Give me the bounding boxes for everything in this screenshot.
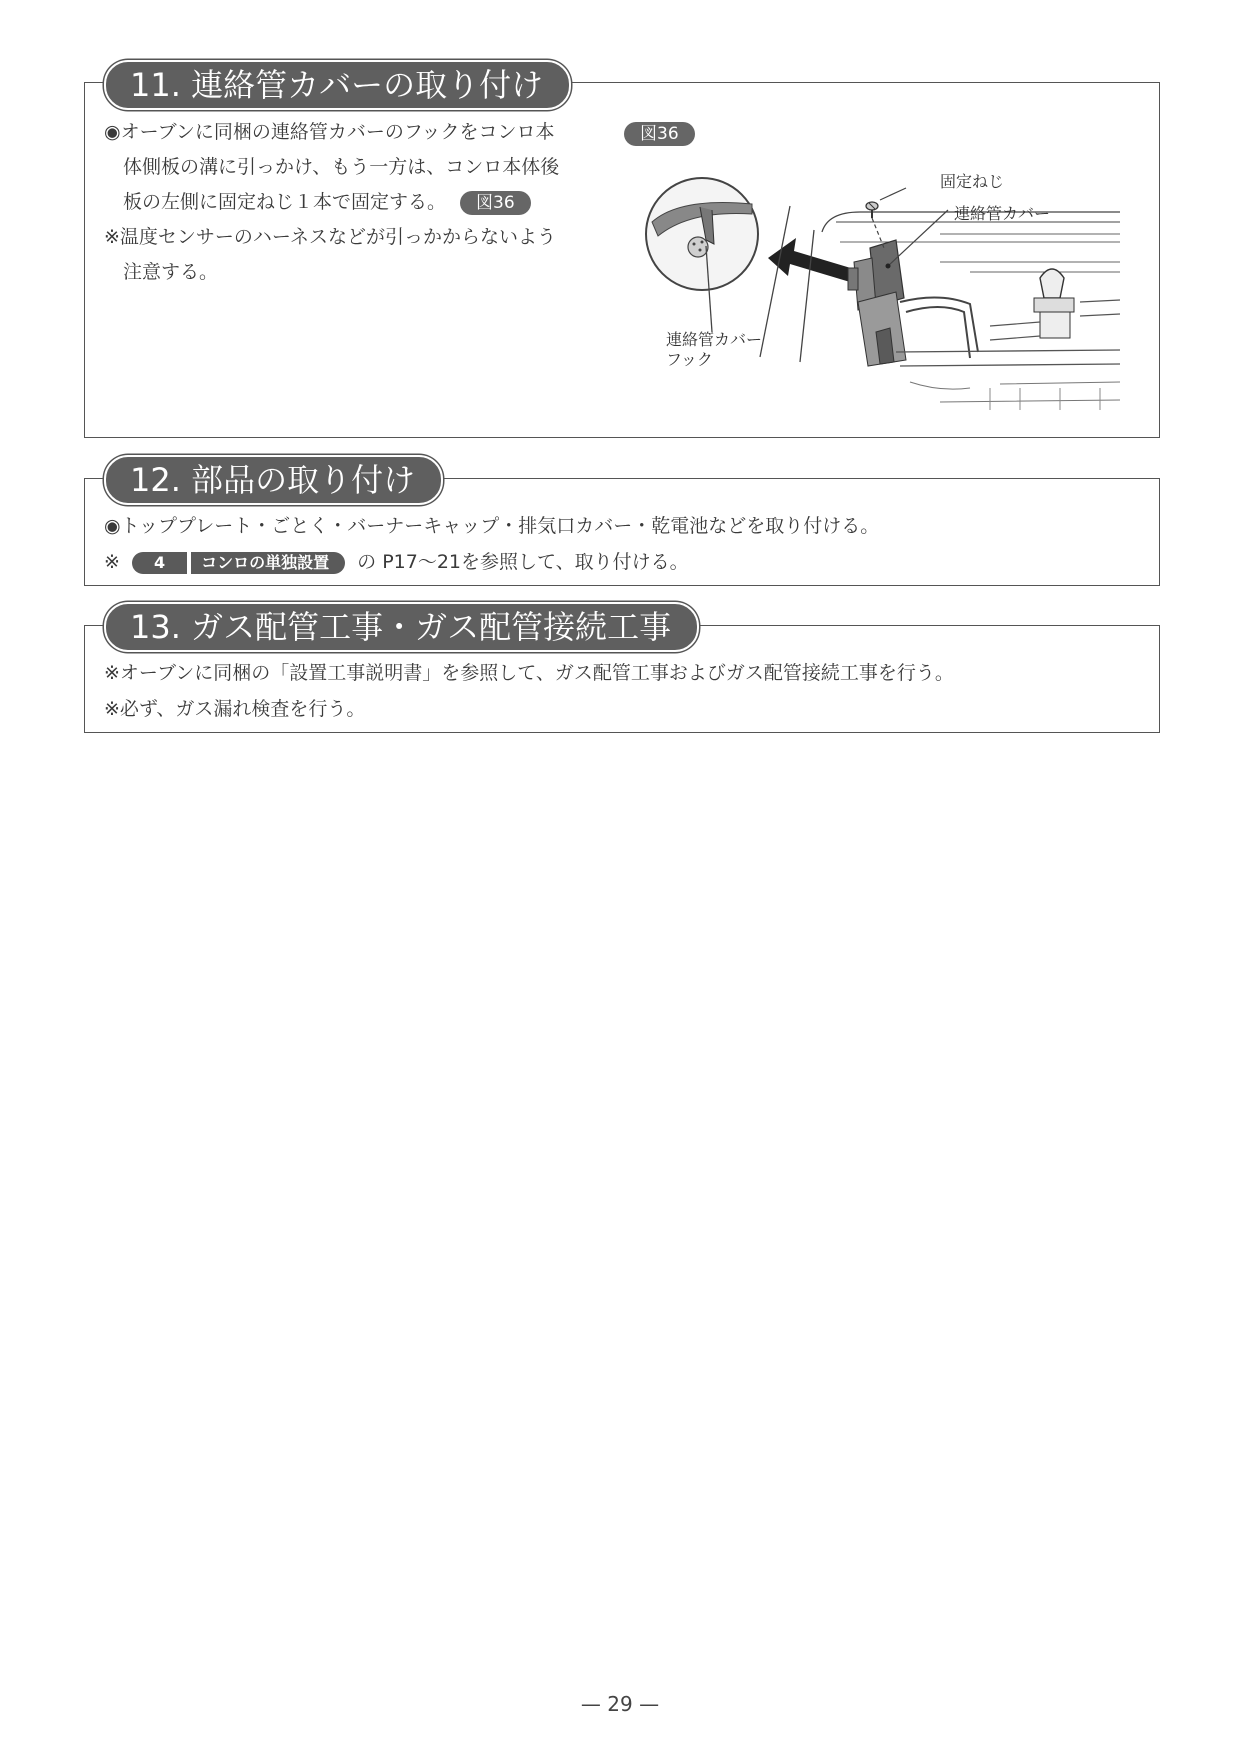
section-11-line-3-text: 板の左側に固定ねじ１本で固定する。 (123, 191, 447, 213)
figure-label-hook-2: フック (666, 350, 713, 369)
inline-figure-ref: 図36 (460, 191, 531, 215)
figure-label-screw: 固定ねじ (940, 172, 1005, 191)
section-13-line-2: ※必ず、ガス漏れ検査を行う。 (104, 698, 366, 720)
section-12-line-2 (104, 550, 689, 574)
section-11-line-1: ◉オーブンに同梱の連絡管カバーのフックをコンロ本 (104, 121, 555, 143)
hook-detail (688, 237, 708, 257)
figure-label-cover: 連絡管カバー (954, 204, 1051, 223)
section-13-title: 13. ガス配管工事・ガス配管接続工事 (104, 602, 699, 652)
section-12-line-2-text: の P17〜21を参照して、取り付ける。 (357, 551, 689, 573)
figure-36-tag: 図36 (624, 122, 695, 146)
section-11-line-2: 体側板の溝に引っかけ、もう一方は、コンロ本体後 (123, 156, 560, 178)
detail-circle (646, 178, 758, 290)
figure-36-illustration (640, 152, 1120, 422)
valve-knob (1040, 269, 1064, 298)
section-11-note-2: 注意する。 (123, 261, 219, 283)
page-number: — 29 — (580, 1692, 660, 1716)
fixing-screw-icon (866, 202, 878, 218)
section-11-note-1: ※温度センサーのハーネスなどが引っかからないよう (104, 226, 556, 248)
section-11-line-3 (123, 190, 531, 215)
section-12-title: 12. 部品の取り付け (104, 455, 443, 505)
figure-label-hook-1: 連絡管カバー (666, 330, 763, 349)
section-13-line-1: ※オーブンに同梱の「設置工事説明書」を参照して、ガス配管工事およびガス配管接続工事を行う。 (104, 662, 954, 684)
section-12-line-1: ◉トッププレート・ごとく・バーナーキャップ・排気口カバー・乾電池などを取り付ける。 (104, 515, 880, 537)
chapter-reference-tag (132, 552, 345, 574)
chapter-title: コンロの単独設置 (191, 552, 345, 574)
chapter-number: 4 (132, 552, 187, 574)
section-11-title: 11. 連絡管カバーの取り付け (104, 60, 571, 110)
section-12-note-mark: ※ (104, 551, 120, 573)
